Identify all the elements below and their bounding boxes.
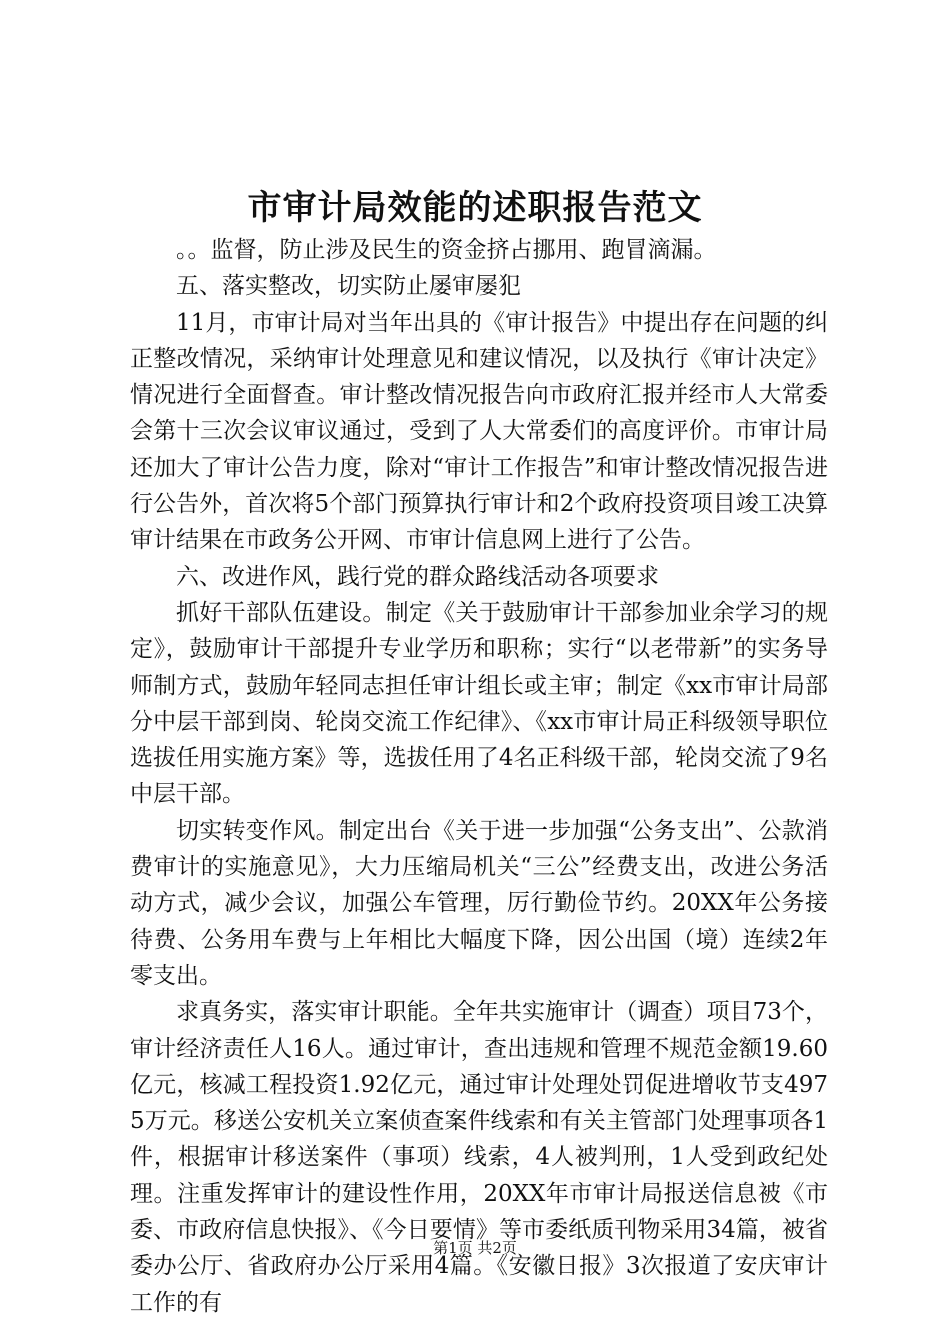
page-number-footer: 第1页 共2页 <box>433 1239 517 1257</box>
section-heading-5: 五、落实整改，切实防止屡审屡犯 <box>176 273 521 300</box>
paragraph-rectification: 11月，市审计局对当年出具的《审计报告》中提出存在问题的纠正整改情况，采纳审计处理意见和建议情况，以及执行《审计决定》情况进行全面督查。审计整改情况报告向市政府汇报并经市人大常委会第十三次会议审议通过，受到了人大常委们的高度评价。市审计局还加大了审计公告力度，除对“审计工作报告”和审计整改情况报告进行公告外，首次将5个部门预算执行审计和2个政府投资项目竣工决算审计结果在市政务公开网、市审计信息网上进行了公告。 <box>130 309 828 554</box>
paragraph-work-style: 切实转变作风。制定出台《关于进一步加强“公务支出”、公款消费审计的实施意见》，大力压缩局机关“三公”经费支出，改进公务活动方式，减少会议，加强公车管理，厉行勤俭节约。20XX年公务接待费、公务用车费与上年相比大幅度下降，因公出国（境）连续2年零支出。 <box>130 817 828 989</box>
section-heading-6: 六、改进作风，践行党的群众路线活动各项要求 <box>176 563 659 590</box>
paragraph-intro: 。。监督，防止涉及民生的资金挤占挪用、跑冒滴漏。 <box>176 237 717 263</box>
document-body <box>130 232 828 1321</box>
paragraph-audit-functions: 求真务实，落实审计职能。全年共实施审计（调查）项目73个，审计经济责任人16人。通过审计，查出违规和管理不规范金额19.60亿元，核减工程投资1.92亿元，通过审计处理处罚促进增收节支4975万元。移送公安机关立案侦查案件线索和有关主管部门处理事项各1件，根据审计移送案件（事项）线索，4人被判刑，1人受到政纪处理。注重发挥审计的建设性作用，20XX年市审计局报送信息被《市委、市政府信息快报》、《今日要情》等市委纸质刊物采用34篇，被省委办公厅、省政府办公厅采用4篇。《安徽日报》3次报道了安庆审计工作的有 <box>130 999 828 1316</box>
paragraph-team-building: 抓好干部队伍建设。制定《关于鼓励审计干部参加业余学习的规定》，鼓励审计干部提升专业学历和职称；实行“以老带新”的实务导师制方式，鼓励年轻同志担任审计组长或主审；制定《xx市审计局部分中层干部到岗、轮岗交流工作纪律》、《xx市审计局正科级领导职位选拔任用实施方案》等，选拔任用了4名正科级干部，轮岗交流了9名中层干部。 <box>130 599 828 808</box>
document-title: 市审计局效能的述职报告范文 <box>247 188 703 228</box>
